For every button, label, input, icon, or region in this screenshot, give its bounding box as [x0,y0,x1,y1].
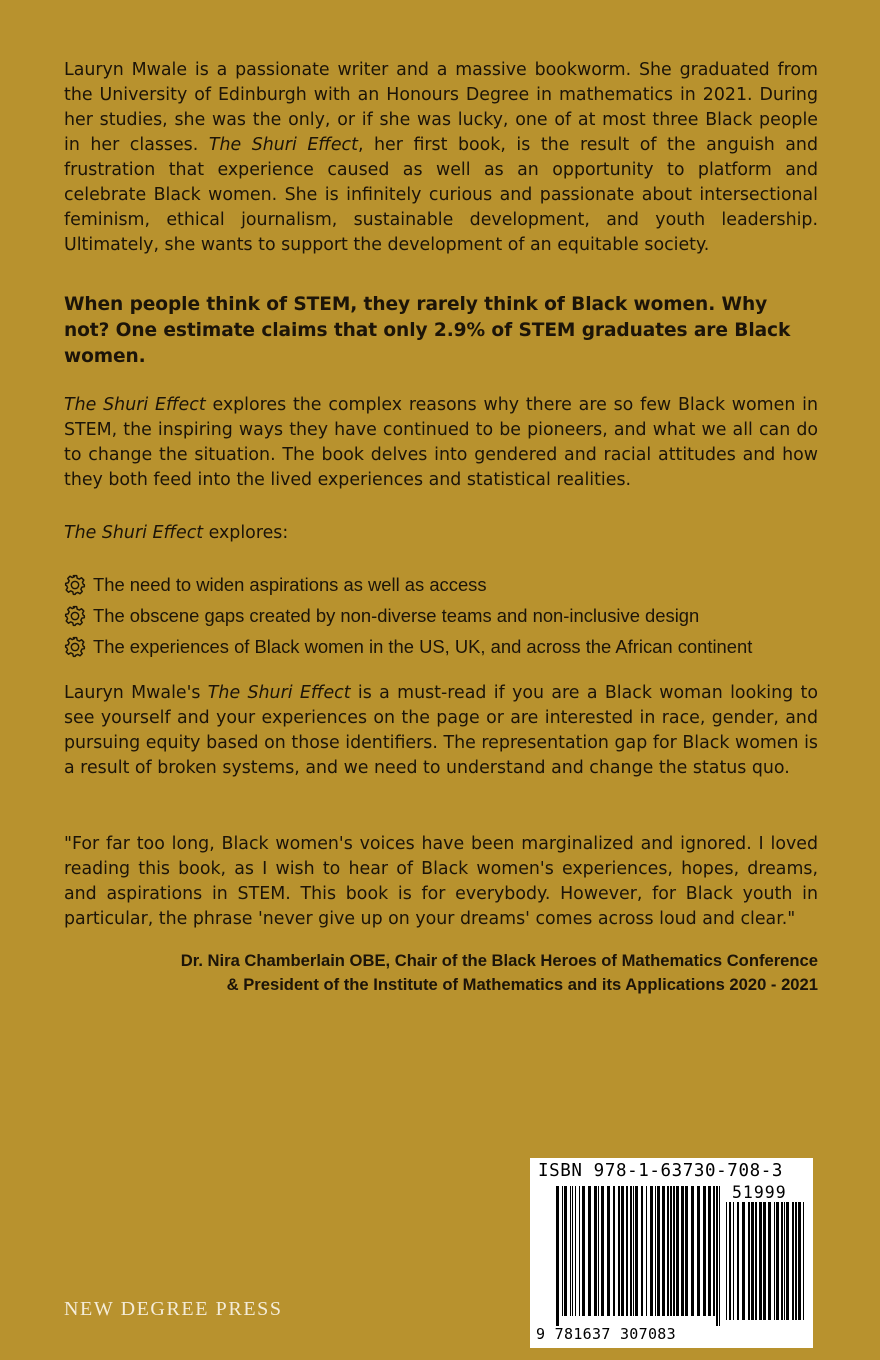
bio-text-start: Lauryn Mwale is a passionate writer and a massive bookworm. She graduated from the University of Edinburgh with an Honours Degree in mathematics in 2021. During her studies, she was the only, or if she was lucky, one of at most three Black people in her classes. [64,60,818,155]
barcode-bar [768,1202,771,1320]
price-code: 51999 [732,1183,787,1202]
explores-lead [64,521,818,546]
barcode-bar [579,1186,580,1316]
barcode-bar [582,1186,585,1316]
recommendation-text-start: Lauryn Mwale's [64,683,208,703]
barcode-bar [673,1186,675,1316]
barcode-bar [650,1186,653,1316]
barcode-bar [748,1202,750,1320]
barcode-bar [703,1186,706,1316]
barcode-bar [662,1186,665,1316]
barcode-bar [607,1186,610,1316]
book-title-italic: The Shuri Effect [64,523,204,543]
list-item [64,631,818,662]
barcode-bar [681,1186,684,1316]
hook-statement: When people think of STEM, they rarely think of Black women. Why not? One estimate claims that only 2.9% of STEM graduates are Black women. [64,294,791,367]
barcode-bar [691,1186,694,1316]
attribution-line-2: & President of the Institute of Mathematics and its Applications 2020 - 2021 [226,975,818,994]
barcode-bar [795,1202,797,1320]
barcode-bar [716,1186,718,1326]
barcode-bar [774,1202,775,1320]
barcode-bar [733,1202,734,1320]
book-title-italic: The Shuri Effect [64,395,206,415]
barcode-bar [564,1186,567,1316]
back-cover-text [64,58,818,997]
list-item-text: The need to widen aspirations as well as access [93,574,487,595]
barcode-bar [556,1186,559,1326]
topic-list [64,569,818,662]
barcode-bar [726,1202,727,1320]
isbn-label: ISBN 978-1-63730-708-3 [538,1161,783,1181]
endorsement-attribution [64,949,818,997]
barcode-bar [657,1186,660,1316]
endorsement-quote: "For far too long, Black women's voices have been marginalized and ignored. I loved reading this book, as I wish to hear of Black women's experiences, hopes, dreams, and aspirations in STEM. This book is for everybody. However, for Black youth in particular, the phrase 'never give up on your dreams' comes across loud and clear." [64,834,818,929]
barcode-bar [641,1186,643,1316]
barcode-bar [751,1202,754,1320]
barcode-bar [594,1186,597,1316]
barcode-bar [729,1202,731,1320]
barcode-bar [670,1186,672,1316]
barcode-bar [626,1186,628,1316]
barcode-bar [755,1202,757,1320]
barcode-bar [713,1186,715,1316]
barcode-bar [784,1202,785,1320]
barcode-bar [621,1186,624,1316]
barcode-bar [763,1202,766,1320]
barcode-bar [697,1186,700,1316]
barcode-bar [655,1186,656,1316]
barcode-bar [786,1202,789,1320]
barcode-bar [601,1186,604,1316]
gear-icon [64,605,86,627]
barcode-bar [635,1186,638,1316]
barcode-bar [667,1186,669,1316]
barcode-bar [737,1202,739,1320]
barcode-bar [613,1186,615,1316]
barcode-bar [803,1202,804,1320]
barcode-bar [676,1186,679,1316]
barcode-bar [618,1186,620,1316]
book-title-italic: The Shuri Effect [207,683,351,703]
book-description [64,393,818,493]
author-bio [64,58,818,258]
barcode-bar [570,1186,571,1316]
barcode-bar [598,1186,599,1316]
list-item [64,569,818,600]
book-title-italic: The Shuri Effect [208,135,358,155]
barcode-bar [792,1202,794,1320]
gear-icon [64,574,86,596]
attribution-line-1: Dr. Nira Chamberlain OBE, Chair of the Black Heroes of Mathematics Conference [180,951,818,970]
barcode-bar [685,1186,688,1316]
barcode-bar [719,1186,720,1326]
list-item-text: The obscene gaps created by non-diverse teams and non-inclusive design [93,605,700,626]
barcode-bar [562,1186,563,1316]
isbn-barcode [530,1158,813,1348]
gear-icon [64,636,86,658]
bio-text-end: , her first book, is the result of the anguish and frustration that experience caused as well as an opportunity to platform and celebrate Black women. She is infinitely curious and passionate about intersectional feminism, ethical journalism, sustainable development, and youth leadership. Ultimately, she wants to support the development of an equitable society. [64,135,818,255]
barcode-bar [781,1202,783,1320]
barcode-bar [759,1202,762,1320]
barcode-bar [776,1202,779,1320]
recommendation-text-end: is a must-read if you are a Black woman looking to see yourself and your experiences on the page or are interested in race, gender, and pursuing equity based on those identifiers. The representation gap for Black women is a result of broken systems, and we need to understand and change the status quo. [64,683,818,778]
barcode-bar [798,1202,801,1320]
barcode-bar [575,1186,576,1316]
barcode-bar [646,1186,647,1316]
barcode-bar [742,1202,745,1320]
list-item [64,600,818,631]
explores-lead-text: explores: [203,523,289,543]
barcode-bar [572,1186,573,1316]
barcode-bar [633,1186,634,1316]
description-text: explores the complex reasons why there are so few Black women in STEM, the inspiring ways they have continued to be pioneers, and what we all can do to change the situation. The book delves into gendered and racial attitudes and how they both feed into the lived experiences and statistical realities. [64,395,818,490]
recommendation-paragraph [64,681,818,781]
barcode-bar [708,1186,711,1316]
list-item-text: The experiences of Black women in the US, UK, and across the African continent [93,636,753,657]
barcode-digits: 9 781637 307083 [536,1325,676,1343]
barcode-addon-bars [726,1202,806,1322]
barcode-bar [630,1186,632,1316]
publisher-name: NEW DEGREE PRESS [64,1298,283,1320]
barcode-bar [588,1186,591,1316]
barcode-bars [556,1186,722,1326]
